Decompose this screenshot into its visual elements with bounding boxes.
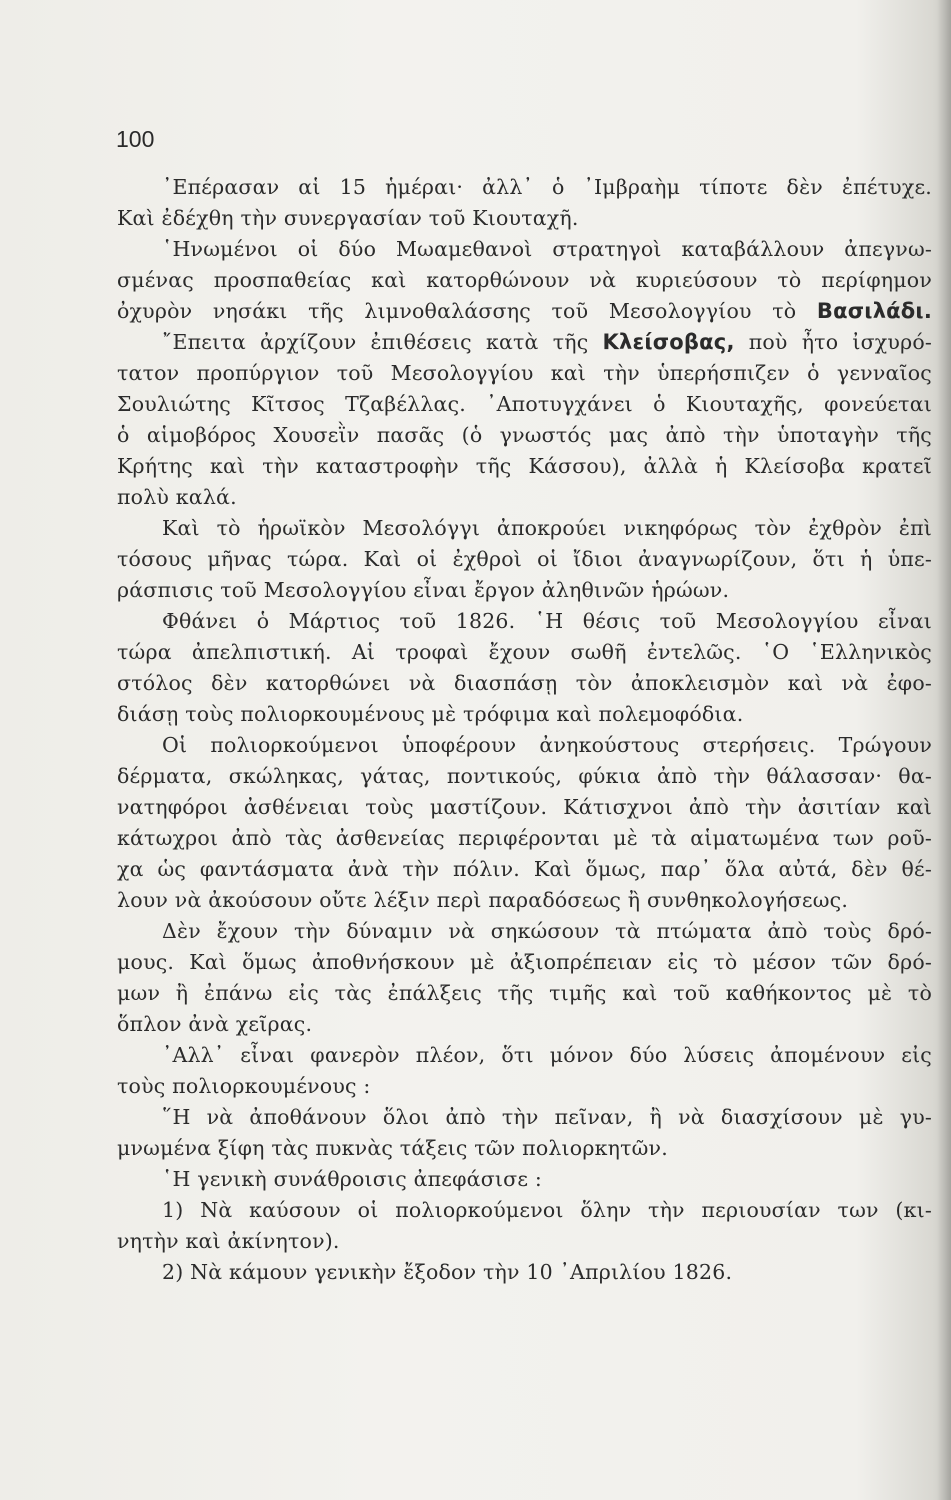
text-line: Οἱ πολιορκούμενοι ὑποφέρουν ἀνηκούστους στερήσεις. Τρώγουν [162,733,932,757]
text-line: πολὺ καλά. [117,485,237,509]
text-line: σμένας προσπαθείας καὶ κατορθώνουν νὰ κυριεύσουν τὸ περίφημον [117,268,932,292]
text-line: ῾Η γενικὴ συνάθροισις ἀπεφάσισε : [162,1167,542,1191]
page-edge-shadow [937,0,951,1500]
text-line: Δὲν ἔχουν τὴν δύναμιν νὰ σηκώσουν τὰ πτώματα ἀπὸ τοὺς δρό- [162,919,932,943]
text-line [117,327,932,358]
text-segment: ποὺ ἦτο ἰσχυρό- [734,330,932,354]
text-line [117,296,932,327]
text-line: τώρα ἀπελπιστική. Αἱ τροφαὶ ἔχουν σωθῆ ἐντελῶς. ῾Ο ῾Ελληνικὸς [117,640,932,664]
text-line: διάσῃ τοὺς πολιορκουμένους μὲ τρόφιμα καὶ πολεμοφόδια. [117,702,744,726]
text-line: νητὴν καὶ ἀκίνητον). [117,1229,340,1253]
text-line: Σουλιώτης Κῖτσος Τζαβέλλας. ᾿Αποτυγχάνει ὁ Κιουταχῆς, φονεύεται [117,392,932,416]
text-line: τόσους μῆνας τώρα. Καὶ οἱ ἐχθροὶ οἱ ἴδιοι ἀναγνωρίζουν, ὅτι ἡ ὑπε- [117,547,932,571]
text-line: τατον προπύργιον τοῦ Μεσολογγίου καὶ τὴν ὑπερήσπιζεν ὁ γενναῖος [117,361,932,385]
place-name-bold: Βασιλάδι. [816,299,932,323]
text-line: ὁ αἱμοβόρος Χουσεῒν πασᾶς (ὁ γνωστός μας ἀπὸ τὴν ὑποταγὴν τῆς [117,423,932,447]
text-line: Κρήτης καὶ τὴν καταστροφὴν τῆς Κάσσου), ἀλλὰ ἡ Κλείσοβα κρατεῖ [117,454,932,478]
text-line: νατηφόροι ἀσθένειαι τοὺς μαστίζουν. Κάτισχνοι ἀπὸ τὴν ἀσιτίαν καὶ [117,795,932,819]
text-line: Φθάνει ὁ Μάρτιος τοῦ 1826. ῾Η θέσις τοῦ Μεσολογγίου εἶναι [162,609,932,633]
text-line: ὅπλον ἀνὰ χεῖρας. [117,1012,313,1036]
place-name-bold: Κλείσοβας, [602,330,735,354]
text-line: Καὶ ἐδέχθη τὴν συνεργασίαν τοῦ Κιουταχῆ. [117,206,579,230]
text-line: κάτωχροι ἀπὸ τὰς ἀσθενείας περιφέρονται μὲ τὰ αἱματωμένα των ροῦ- [117,826,932,850]
text-line: μνωμένα ξίφη τὰς πυκνὰς τάξεις τῶν πολιορκητῶν. [117,1136,668,1160]
text-line: ᾿Επέρασαν αἱ 15 ἡμέραι· ἀλλ᾿ ὁ ᾿Ιμβραὴμ τίποτε δὲν ἐπέτυχε. [162,175,932,199]
text-line: μους. Καὶ ὅμως ἀποθνήσκουν μὲ ἀξιοπρέπειαν εἰς τὸ μέσον τῶν δρό- [117,950,932,974]
text-line: Καὶ τὸ ἡρωϊκὸν Μεσολόγγι ἀποκρούει νικηφόρως τὸν ἐχθρὸν ἐπὶ [162,516,932,540]
page-number: 100 [116,126,155,152]
text-line: 2) Νὰ κάμουν γενικὴν ἔξοδον τὴν 10 ᾿Απριλίου 1826. [162,1260,733,1284]
text-line: ῞Η νὰ ἀποθάνουν ὅλοι ἀπὸ τὴν πεῖναν, ἢ νὰ διασχίσουν μὲ γυ- [162,1105,932,1129]
text-segment: ῎Επειτα ἀρχίζουν ἐπιθέσεις κατὰ τῆς [162,330,603,354]
text-line: ῾Ηνωμένοι οἱ δύο Μωαμεθανοὶ στρατηγοὶ καταβάλλουν ἀπεγνω- [162,237,932,261]
text-line: στόλος δὲν κατορθώνει νὰ διασπάσῃ τὸν ἀποκλεισμὸν καὶ νὰ ἐφο- [117,671,932,695]
text-line: μων ἢ ἐπάνω εἰς τὰς ἐπάλξεις τῆς τιμῆς καὶ τοῦ καθήκοντος μὲ τὸ [117,981,932,1005]
text-line: δέρματα, σκώληκας, γάτας, ποντικούς, φύκια ἀπὸ τὴν θάλασσαν· θα- [117,764,932,788]
text-line: χα ὡς φαντάσματα ἀνὰ τὴν πόλιν. Καὶ ὅμως, παρ᾿ ὅλα αὐτά, δὲν θέ- [117,857,932,881]
text-line: ράσπισις τοῦ Μεσολογγίου εἶναι ἔργον ἀληθινῶν ἡρώων. [117,578,730,602]
text-line: 1) Νὰ καύσουν οἱ πολιορκούμενοι ὅλην τὴν περιουσίαν των (κι- [162,1198,932,1222]
text-line: τοὺς πολιορκουμένους : [117,1074,371,1098]
text-line: λουν νὰ ἀκούσουν οὔτε λέξιν περὶ παραδόσεως ἢ συνθηκολογήσεως. [117,888,849,912]
body-text [117,172,932,1288]
text-line: ᾿Αλλ᾿ εἶναι φανερὸν πλέον, ὅτι μόνον δύο λύσεις ἀπομένουν εἰς [162,1043,932,1067]
text-segment: ὀχυρὸν νησάκι τῆς λιμνοθαλάσσης τοῦ Μεσολογγίου τὸ [117,299,817,323]
